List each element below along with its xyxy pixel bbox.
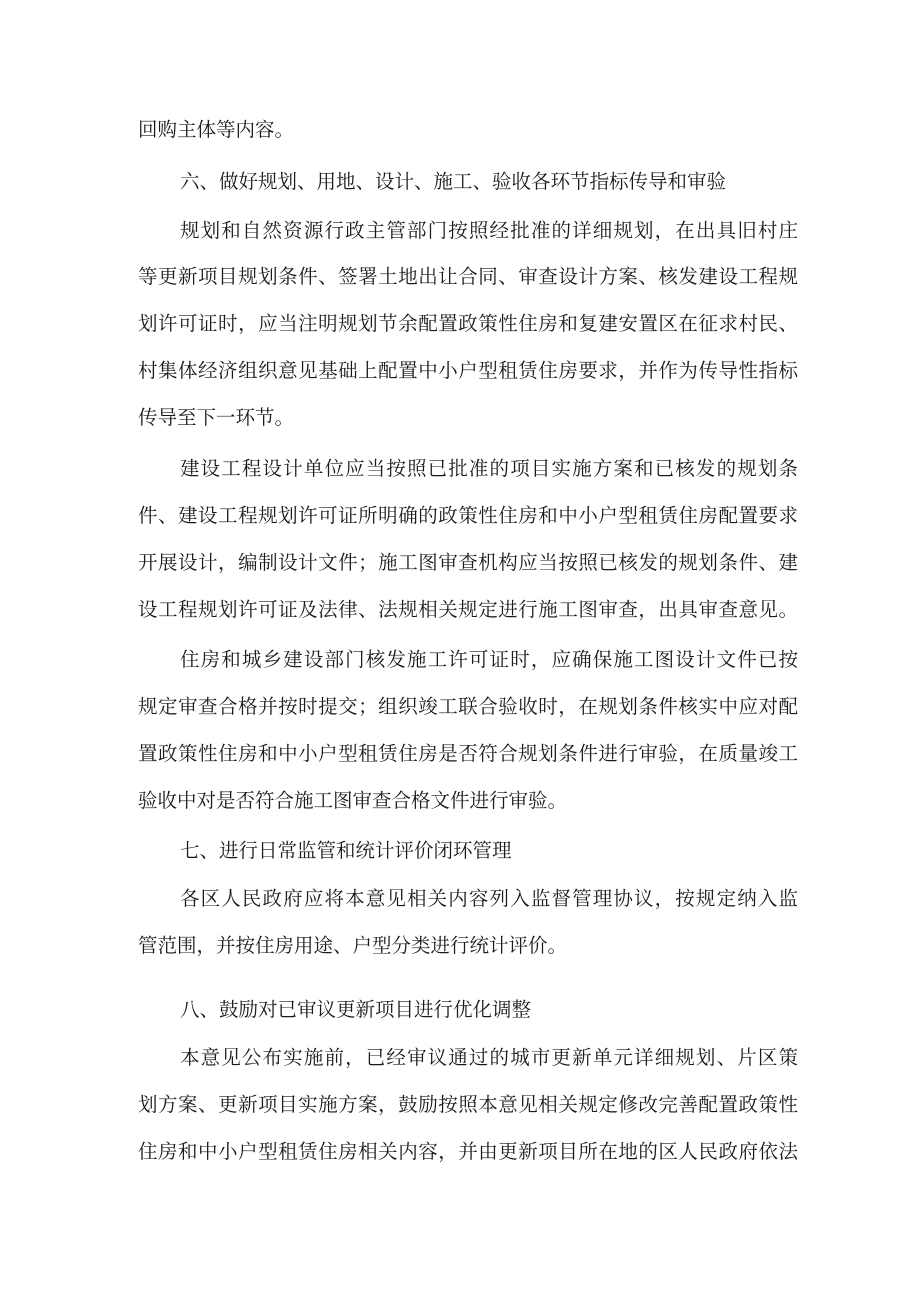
paragraph-line: 划方案、更新项目实施方案，鼓励按照本意见相关规定修改完善配置政策性 [138,1093,798,1116]
paragraph-line: 本意见公布实施前，已经审议通过的城市更新单元详细规划、片区策 [180,1046,798,1069]
paragraph-line: 各区人民政府应将本意见相关内容列入监督管理协议，按规定纳入监 [180,887,798,910]
paragraph-line: 设工程规划许可证及法律、法规相关规定进行施工图审查，出具审查意见。 [138,598,798,621]
paragraph-line: 等更新项目规划条件、签署土地出让合同、审查设计方案、核发建设工程规 [138,265,798,288]
paragraph-line: 规划和自然资源行政主管部门按照经批准的详细规划，在出具旧村庄 [180,219,798,242]
paragraph-line: 住房和城乡建设部门核发施工许可证时，应确保施工图设计文件已按 [180,648,798,671]
paragraph-line: 划许可证时，应当注明规划节余配置政策性住房和复建安置区在征求村民、 [138,312,798,335]
section-heading-8: 八、鼓励对已审议更新项目进行优化调整 [180,998,532,1021]
paragraph-line: 开展设计，编制设计文件；施工图审查机构应当按照已核发的规划条件、建 [138,551,798,574]
paragraph-line: 传导至下一环节。 [138,406,295,429]
paragraph-line: 回购主体等内容。 [138,118,295,141]
paragraph-line: 管范围，并按住房用途、户型分类进行统计评价。 [138,934,568,957]
paragraph-line: 村集体经济组织意见基础上配置中小户型租赁住房要求，并作为传导性指标 [138,359,798,382]
paragraph-line: 件、建设工程规划许可证所明确的政策性住房和中小户型租赁住房配置要求 [138,504,798,527]
paragraph-line: 建设工程设计单位应当按照已批准的项目实施方案和已核发的规划条 [180,457,798,480]
paragraph-line: 置政策性住房和中小户型租赁住房是否符合规划条件进行审验，在质量竣工 [138,742,798,765]
paragraph-line: 验收中对是否符合施工图审查合格文件进行审验。 [138,789,568,812]
section-heading-6: 六、做好规划、用地、设计、施工、验收各环节指标传导和审验 [180,170,727,193]
section-heading-7: 七、进行日常监管和统计评价闭环管理 [180,839,512,862]
paragraph-line: 规定审查合格并按时提交；组织竣工联合验收时，在规划条件核实中应对配 [138,695,798,718]
paragraph-line: 住房和中小户型租赁住房相关内容，并由更新项目所在地的区人民政府依法 [138,1140,798,1163]
